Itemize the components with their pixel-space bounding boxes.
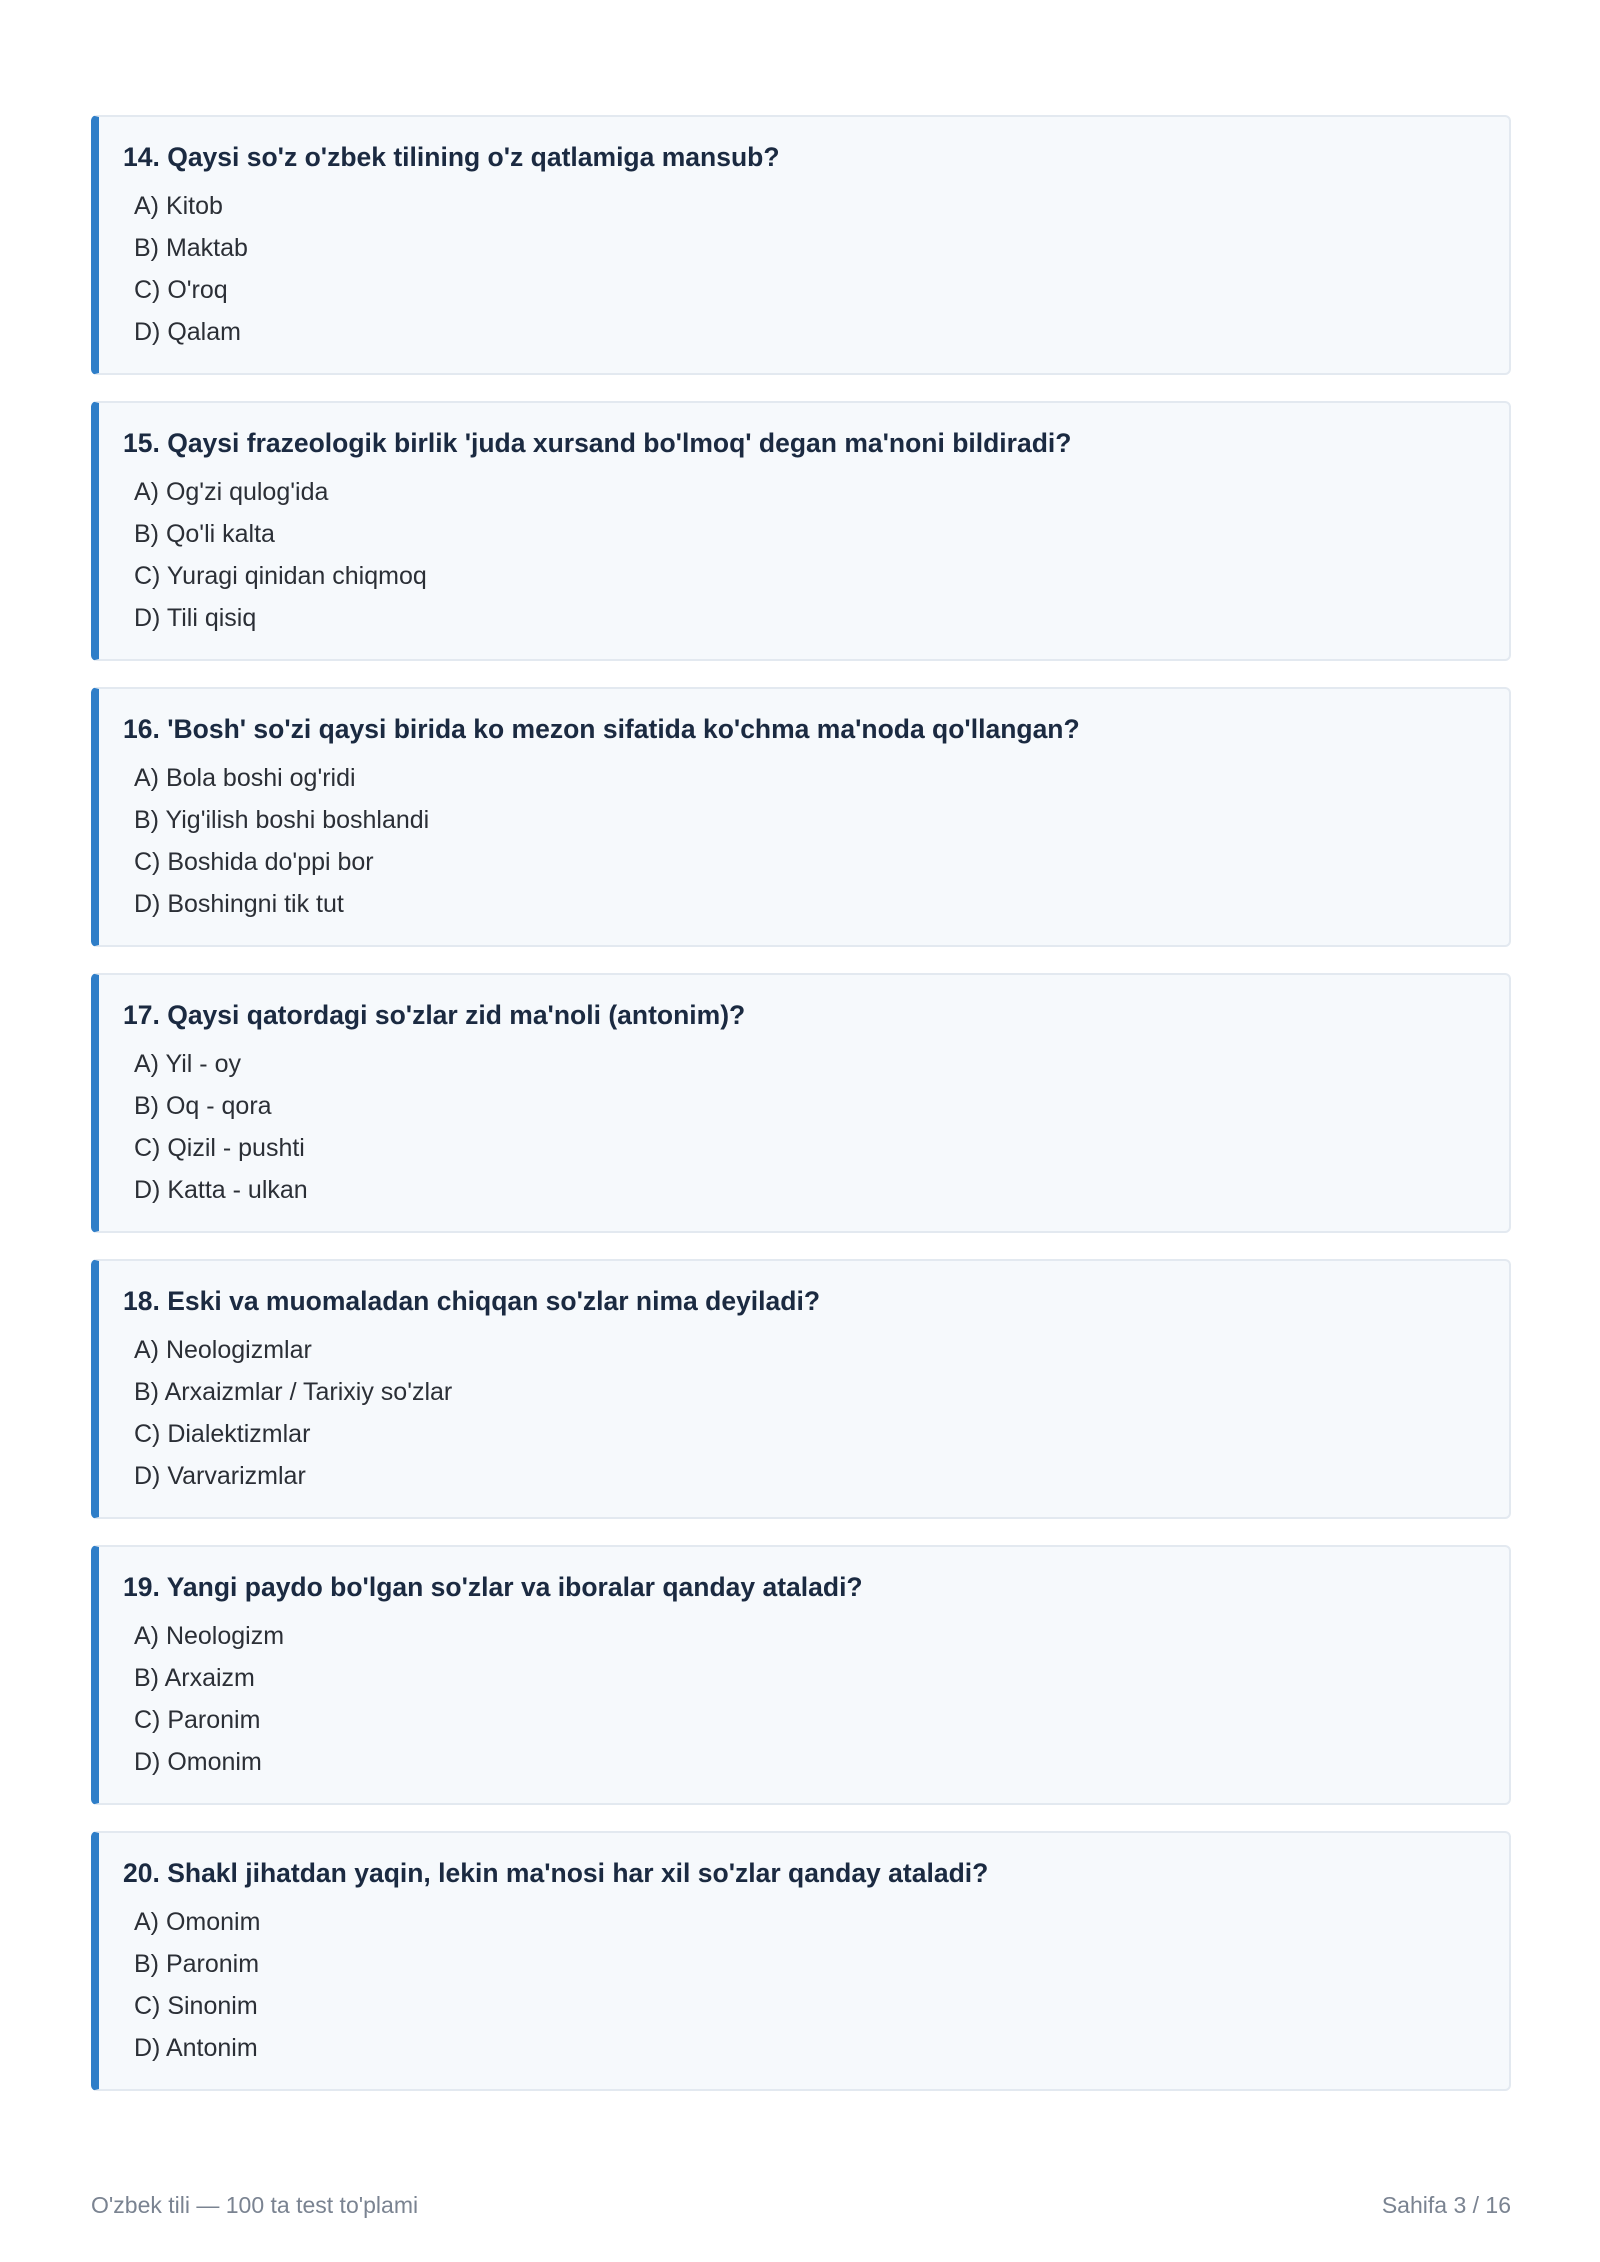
page-footer: [91, 2192, 1511, 2219]
option-b: B) Paronim: [134, 1950, 260, 1978]
option-a: A) Omonim: [134, 1908, 261, 1936]
option-a: A) Neologizmlar: [134, 1336, 312, 1364]
option-c: C) Boshida do'ppi bor: [134, 848, 374, 876]
question-title: 19. Yangi paydo bo'lgan so'zlar va iboralar qanday ataladi?: [123, 1572, 863, 1602]
option-d: D) Varvarizmlar: [134, 1462, 306, 1490]
option-list: [123, 1615, 1479, 1783]
option-d: D) Qalam: [134, 318, 241, 346]
option-b: B) Arxaizmlar / Tarixiy so'zlar: [134, 1378, 453, 1406]
question-title: 18. Eski va muomaladan chiqqan so'zlar nima deyiladi?: [123, 1286, 821, 1316]
question-card-17: [91, 973, 1511, 1233]
option-list: [123, 1329, 1479, 1497]
option-c: C) Dialektizmlar: [134, 1420, 311, 1448]
question-card-20: [91, 1831, 1511, 2091]
option-b: B) Qo'li kalta: [134, 520, 275, 548]
question-title: 17. Qaysi qatordagi so'zlar zid ma'noli (antonim)?: [123, 1000, 746, 1030]
option-a: A) Yil - oy: [134, 1050, 241, 1078]
question-title: 20. Shakl jihatdan yaqin, lekin ma'nosi har xil so'zlar qanday ataladi?: [123, 1858, 989, 1888]
option-c: C) Yuragi qinidan chiqmoq: [134, 562, 427, 590]
question-card-15: [91, 401, 1511, 661]
option-d: D) Tili qisiq: [134, 604, 257, 632]
option-c: C) O'roq: [134, 276, 228, 304]
question-title: 14. Qaysi so'z o'zbek tilining o'z qatlamiga mansub?: [123, 142, 780, 172]
option-a: A) Neologizm: [134, 1622, 285, 1650]
option-b: B) Oq - qora: [134, 1092, 272, 1120]
question-card-16: [91, 687, 1511, 947]
option-a: A) Kitob: [134, 192, 223, 220]
option-d: D) Omonim: [134, 1748, 262, 1776]
option-d: D) Antonim: [134, 2034, 258, 2062]
option-b: B) Maktab: [134, 234, 248, 262]
option-list: [123, 1043, 1479, 1211]
footer-document-title: O'zbek tili — 100 ta test to'plami: [91, 2192, 419, 2218]
option-a: A) Og'zi qulog'ida: [134, 478, 329, 506]
option-list: [123, 757, 1479, 925]
option-c: C) Paronim: [134, 1706, 261, 1734]
option-d: D) Boshingni tik tut: [134, 890, 344, 918]
question-title: 15. Qaysi frazeologik birlik 'juda xursand bo'lmoq' degan ma'noni bildiradi?: [123, 428, 1072, 458]
question-list: [91, 115, 1511, 2117]
option-list: [123, 1901, 1479, 2069]
option-b: B) Arxaizm: [134, 1664, 255, 1692]
option-d: D) Katta - ulkan: [134, 1176, 308, 1204]
option-a: A) Bola boshi og'ridi: [134, 764, 356, 792]
question-card-18: [91, 1259, 1511, 1519]
option-b: B) Yig'ilish boshi boshlandi: [134, 806, 430, 834]
question-title: 16. 'Bosh' so'zi qaysi birida ko mezon sifatida ko'chma ma'noda qo'llangan?: [123, 714, 1080, 744]
option-list: [123, 185, 1479, 353]
option-c: C) Qizil - pushti: [134, 1134, 305, 1162]
footer-page-number: Sahifa 3 / 16: [1381, 2192, 1511, 2218]
option-list: [123, 471, 1479, 639]
option-c: C) Sinonim: [134, 1992, 258, 2020]
question-card-14: [91, 115, 1511, 375]
question-card-19: [91, 1545, 1511, 1805]
